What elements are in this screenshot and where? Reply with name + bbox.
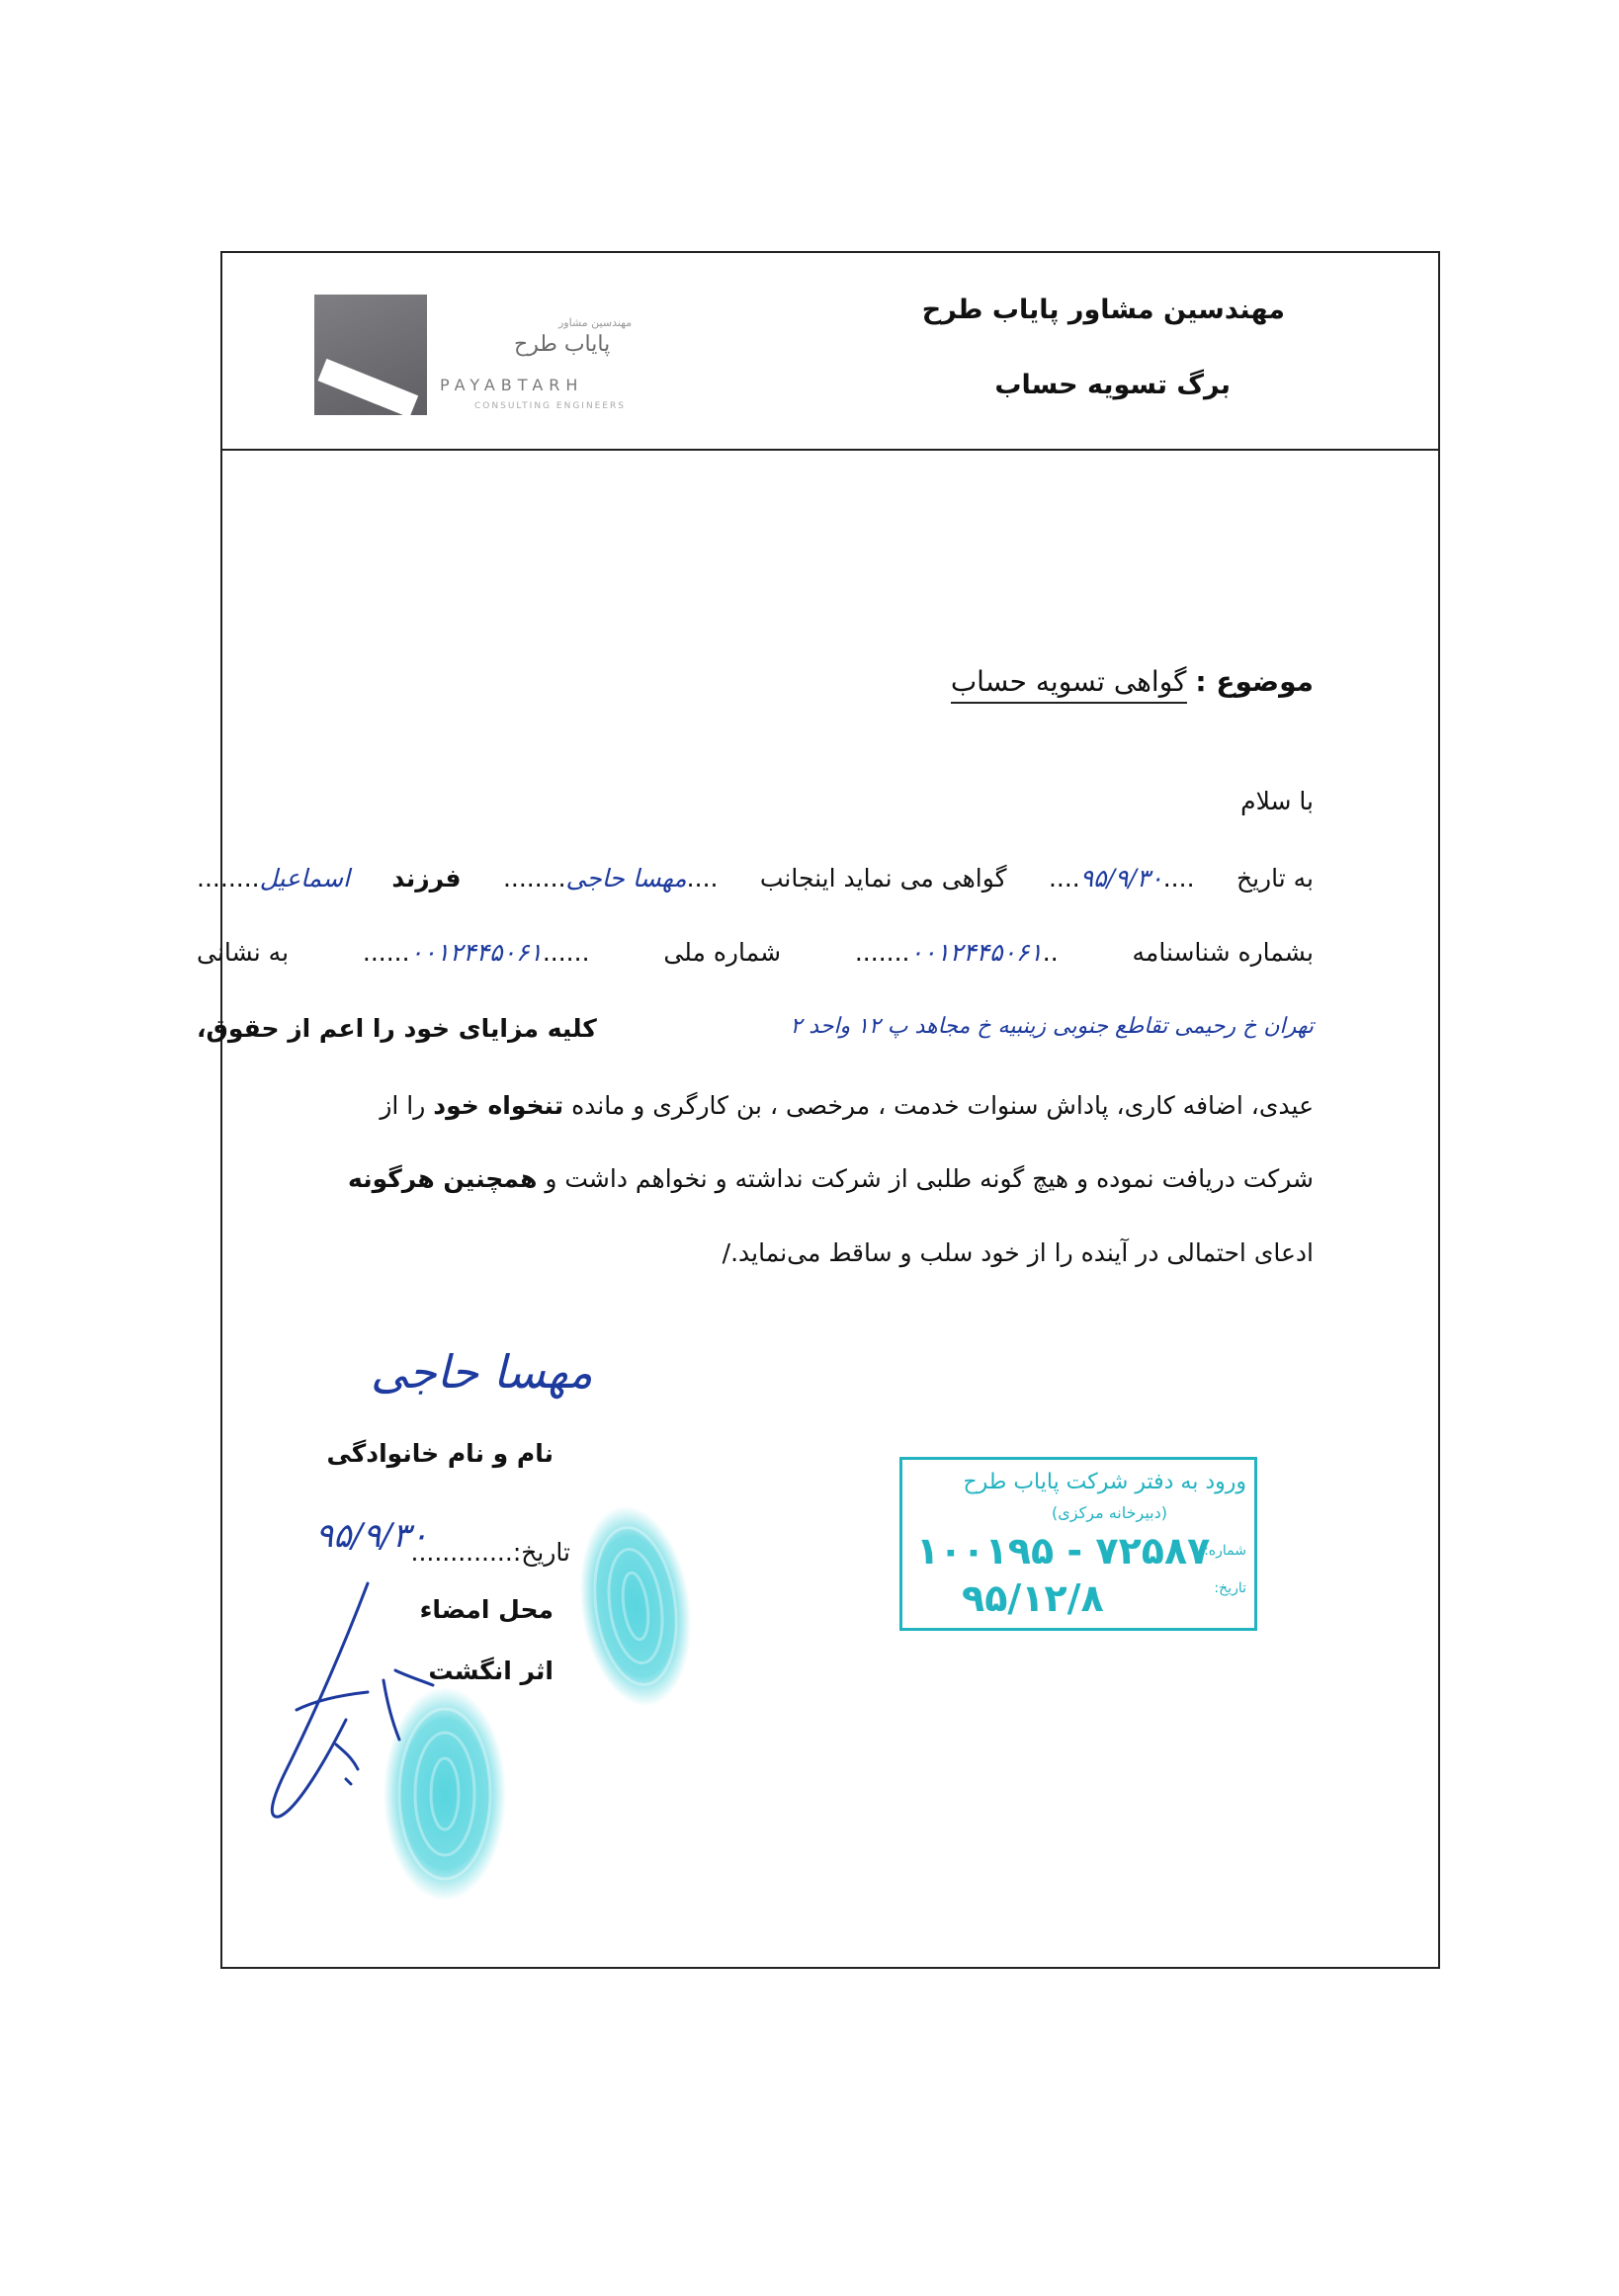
handwritten-id-number: ۰۰۱۲۴۴۵۰۶۱ <box>909 938 1043 967</box>
logo-text-en: PAYABTARH <box>440 376 584 394</box>
subject-label: موضوع : <box>1195 665 1314 698</box>
body-line-1: به تاریخ ....۹۵/۹/۳۰.... گواهی می نماید اینجانب ....مهسا حاجی........ فرزند اسماعیل........ <box>197 864 1314 893</box>
address-label: به نشانی <box>197 938 290 967</box>
handwritten-signature-date: ۹۵/۹/۳۰ <box>315 1516 429 1556</box>
handwritten-signature-name: مهسا حاجی <box>371 1345 593 1399</box>
stamp-subtitle: (دبیرخانه مرکزی) <box>1052 1503 1167 1522</box>
handwritten-father-name: اسماعیل <box>259 864 350 893</box>
from-text: را از <box>380 1091 426 1120</box>
subject-value: گواهی تسویه حساب <box>951 665 1187 704</box>
form-title: برگ تسویه حساب <box>994 370 1231 400</box>
logo-small-text: مهندسین مشاور <box>558 316 633 329</box>
logo-subtext: CONSULTING ENGINEERS <box>474 401 627 411</box>
body-line-2: بشماره شناسنامه ..۰۰۱۲۴۴۵۰۶۱....... شماره ملی ......۰۰۱۲۴۴۵۰۶۱...... به نشانی <box>197 938 1314 967</box>
greeting: با سلام <box>1240 787 1314 815</box>
stamp-title: ورود به دفتر شرکت پایاب طرح <box>963 1470 1246 1494</box>
certify-text: گواهی می نماید اینجانب <box>759 864 1007 893</box>
handwritten-name: مهسا حاجی <box>565 864 687 893</box>
national-id-label: شماره ملی <box>663 938 782 967</box>
stamp-number-value: ۱۰۰۱۹۵ - ۷۲۵۸۷ <box>916 1529 1211 1573</box>
petty-cash-text: تنخواه خود <box>433 1091 564 1120</box>
benefits-list-text: عیدی، اضافه کاری، پاداش سنوات خدمت ، مرخصی ، بن کارگری و مانده <box>571 1091 1314 1120</box>
fingerprint-right <box>567 1498 703 1713</box>
handwritten-address: تهران خ رحیمی تقاطع جنوبی زینبیه خ مجاهد پ ۱۲ واحد ۲ <box>790 1014 1314 1039</box>
signature-place-label: محل امضاء <box>419 1595 554 1624</box>
fingerprint-label: اثر انگشت <box>428 1657 554 1685</box>
full-name-label: نام و نام خانوادگی <box>326 1439 554 1468</box>
child-of-label: فرزند <box>391 864 462 893</box>
stamp-date-label: تاریخ: <box>1214 1580 1246 1596</box>
date-prefix: به تاریخ <box>1236 864 1314 893</box>
stamp-number-label: شماره: <box>1204 1543 1246 1559</box>
company-name: مهندسین مشاور پایاب طرح <box>921 295 1285 325</box>
handwritten-national-id: ۰۰۱۲۴۴۵۰۶۱ <box>409 938 543 967</box>
id-label: بشماره شناسنامه <box>1132 938 1314 967</box>
date-label: تاریخ:............. <box>410 1538 570 1567</box>
also-text: همچنین هرگونه <box>348 1164 538 1193</box>
waiver-text: ادعای احتمالی در آینده را از خود سلب و ساقط می‌نماید./ <box>722 1238 1314 1267</box>
handwritten-date: ۹۵/۹/۳۰ <box>1079 864 1163 893</box>
received-text: شرکت دریافت نموده و هیچ گونه طلبی از شرکت نداشته و نخواهم داشت و <box>545 1164 1314 1193</box>
logo-text-fa: پایاب طرح <box>514 332 611 357</box>
stamp-date-value: ۹۵/۱۲/۸ <box>962 1576 1104 1620</box>
benefits-text: کلیه مزایای خود را اعم از حقوق، <box>197 1014 597 1043</box>
fingerprint-left <box>383 1687 506 1901</box>
